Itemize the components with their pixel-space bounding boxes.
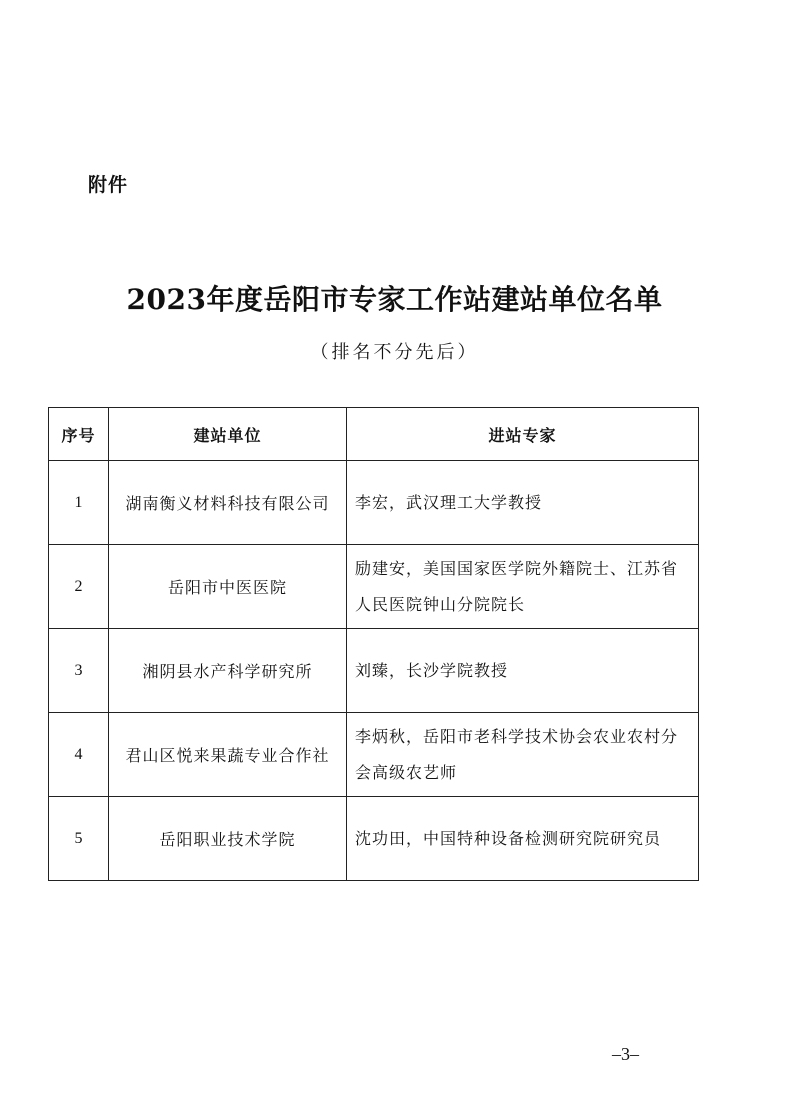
row-index: 2 [49,545,109,629]
row-unit: 君山区悦来果蔬专业合作社 [109,713,347,797]
row-expert: 励建安，美国国家医学院外籍院士、江苏省人民医院钟山分院院长 [347,545,699,629]
station-list-table [48,407,699,881]
document-title: 2023年度岳阳市专家工作站建站单位名单 [126,283,663,316]
row-unit: 岳阳职业技术学院 [109,797,347,881]
row-index: 3 [49,629,109,713]
row-index: 5 [49,797,109,881]
table-row [49,713,699,797]
row-unit: 湖南衡义材料科技有限公司 [109,461,347,545]
attachment-label: 附件 [88,174,129,196]
table-row [49,629,699,713]
row-unit: 湘阴县水产科学研究所 [109,629,347,713]
header-unit: 建站单位 [109,408,347,461]
row-expert: 刘臻，长沙学院教授 [347,629,699,713]
table-row [49,545,699,629]
document-subtitle: （排名不分先后） [310,342,479,363]
row-expert: 李宏，武汉理工大学教授 [347,461,699,545]
row-expert: 沈功田，中国特种设备检测研究院研究员 [347,797,699,881]
row-index: 4 [49,713,109,797]
table-row [49,461,699,545]
table-row [49,797,699,881]
row-unit: 岳阳市中医医院 [109,545,347,629]
page-number: –3– [612,1044,639,1064]
row-expert: 李炳秋，岳阳市老科学技术协会农业农村分会高级农艺师 [347,713,699,797]
header-index: 序号 [49,408,109,461]
table-header-row [49,408,699,461]
row-index: 1 [49,461,109,545]
header-expert: 进站专家 [347,408,699,461]
